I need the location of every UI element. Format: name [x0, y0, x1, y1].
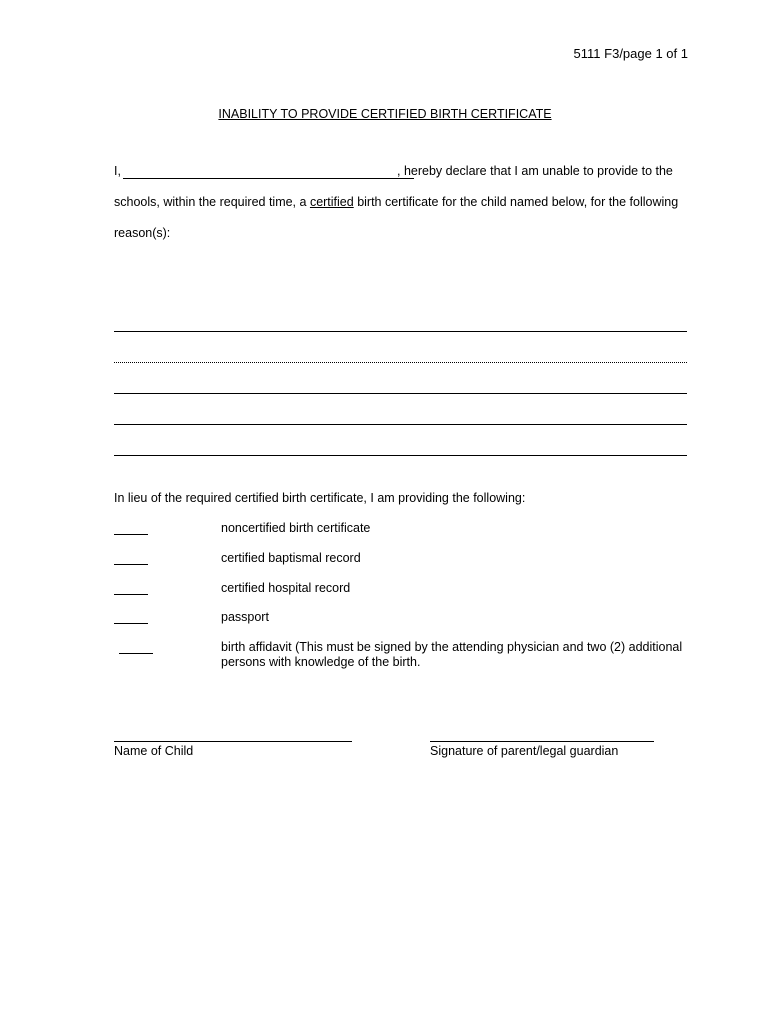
declaration-line-2-b: birth certificate for the child named below, for the following: [353, 195, 679, 209]
guardian-signature-line[interactable]: [430, 741, 654, 742]
declaration-prefix: I,: [114, 164, 121, 178]
option-certified-hospital-record: certified hospital record: [221, 581, 351, 595]
option-check-blank[interactable]: [114, 594, 148, 595]
option-noncertified-birth-certificate: noncertified birth certificate: [221, 521, 371, 535]
option-check-blank[interactable]: [114, 623, 148, 624]
option-birth-affidavit: birth affidavit (This must be signed by the attending physician and two (2) additional persons with knowledge of the birth.: [221, 640, 683, 669]
option-passport: passport: [221, 610, 269, 624]
option-check-blank[interactable]: [114, 534, 148, 535]
guardian-signature-label: Signature of parent/legal guardian: [430, 744, 619, 758]
declaration-line-1: [114, 164, 689, 182]
declaration-line-1-text: , hereby declare that I am unable to provide to the: [397, 164, 673, 178]
reason-line-2[interactable]: [114, 362, 687, 363]
reason-line-3[interactable]: [114, 393, 687, 394]
option-certified-baptismal-record: certified baptismal record: [221, 551, 361, 565]
declaration-line-2-a: schools, within the required time, a: [114, 195, 310, 209]
child-name-line[interactable]: [114, 741, 352, 742]
option-check-blank[interactable]: [114, 564, 148, 565]
declaration-line-2: [114, 195, 678, 209]
page-reference: 5111 F3/page 1 of 1: [573, 46, 688, 61]
in-lieu-statement: In lieu of the required certified birth certificate, I am providing the following:: [114, 491, 526, 505]
reason-line-1[interactable]: [114, 331, 687, 332]
reason-line-4[interactable]: [114, 424, 687, 425]
option-check-blank[interactable]: [119, 653, 153, 654]
certified-underlined: certified: [309, 195, 354, 209]
reason-line-5[interactable]: [114, 455, 687, 456]
child-name-label: Name of Child: [114, 744, 194, 758]
declarant-name-blank[interactable]: [123, 178, 414, 179]
declaration-line-3: reason(s):: [114, 226, 171, 240]
form-title: INABILITY TO PROVIDE CERTIFIED BIRTH CERTIFICATE: [218, 107, 552, 121]
